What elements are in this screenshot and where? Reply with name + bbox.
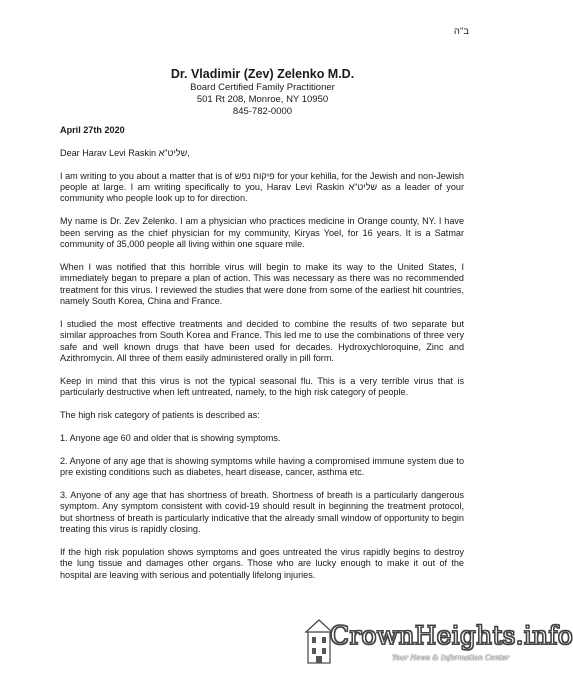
paragraph: Keep in mind that this virus is not the typical seasonal flu. This is a very terrible virus that is particularly destructive when left untreated, namely, to the high risk category of people.: [60, 375, 464, 398]
doctor-phone: 845-782-0000: [232, 106, 293, 117]
watermark-tagline: Your News & Information Center: [392, 654, 510, 662]
paragraph: The high risk category of patients is described as:: [60, 410, 260, 421]
paragraph: 2. Anyone of any age that is showing symptoms while having a compromised immune system due to pre existing conditions such as diabetes, heart disease, cancer, asthma etc.: [60, 455, 464, 478]
paragraph: I studied the most effective treatments and decided to combine the results of two separate but similar approaches from South Korea and France. This led me to use the combinations of three very safe and well known drugs that have been used for decades. Hydroxychloroquine, Zinc and Azithromycin. All three of them easily administered orally in pill form.: [60, 318, 464, 364]
bh-header-mark: ב"ה: [453, 26, 469, 37]
watermark-brand: CrownHeights.info: [330, 621, 573, 650]
letter-salutation: Dear Harav Levi Raskin שליט"א,: [60, 147, 190, 158]
watermark-logo: [302, 617, 573, 667]
doctor-name: Dr. Vladimir (Zev) Zelenko M.D.: [170, 67, 355, 81]
paragraph: My name is Dr. Zev Zelenko. I am a physician who practices medicine in Orange county, NY. I have been serving as the chief physician for my community, Kiryas Yoel, for 16 years. It is a Satmar community of 35,000 people all living within one square mile.: [60, 216, 464, 250]
doctor-title: Board Certified Family Practitioner: [190, 82, 335, 93]
paragraph: I am writing to you about a matter that is of פיקוח נפש for your kehilla, for the Jewish and non-Jewish people at large. I am writing specifically to you, Harav Levi Raskin שליט"א as a leader of your community who people look up to for direction.: [60, 170, 464, 204]
letter-date: April 27th 2020: [60, 125, 125, 135]
paragraph: When I was notified that this horrible virus will begin to make its way to the United States, I immediately began to prepare a plan of action. This was necessary as there was no recommended treatment for this virus. I reviewed the studies that were done from some of the earliest hit countries, namely South Korea, China and France.: [60, 261, 464, 307]
paragraph: If the high risk population shows symptoms and goes untreated the virus rapidly begins to destroy the lung tissue and damages other organs. Those who are lucky enough to make it out of the hospital are leaving with serious and potentially lifelong injuries.: [60, 546, 464, 580]
letter-body: [60, 125, 464, 592]
paragraph: 3. Anyone of any age that has shortness of breath. Shortness of breath is a particularly dangerous symptom. Any symptom consistent with covid-19 should result in beginning the treatment protocol, but shortness of breath is particularly indicative that the already small window of opportunity to begin treating this virus is rapidly closing.: [60, 489, 464, 535]
doctor-address: 501 Rt 208, Monroe, NY 10950: [196, 94, 329, 105]
letterhead: [0, 67, 525, 118]
paragraph: 1. Anyone age 60 and older that is showing symptoms.: [60, 432, 281, 443]
